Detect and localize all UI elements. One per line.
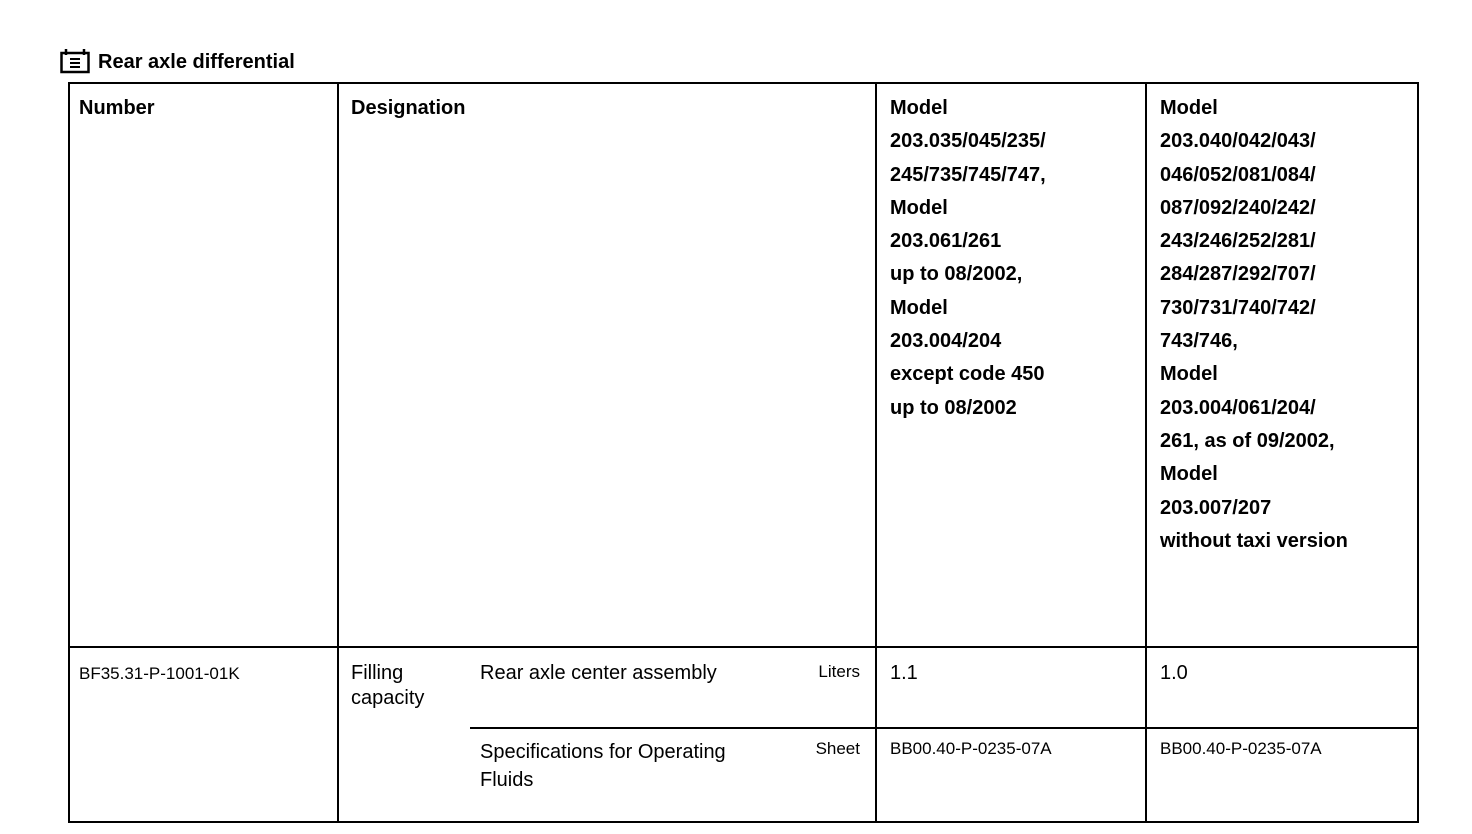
sub-row-divider [470, 727, 1419, 729]
header-row-divider [68, 646, 1419, 648]
item-designation-1: Rear axle center assembly [480, 662, 717, 684]
table-border-top [68, 82, 1419, 84]
column-divider-1 [337, 82, 339, 823]
item-model-b-value-2: BB00.40-P-0235-07A [1160, 739, 1322, 758]
section-title: Rear axle differential [98, 51, 295, 73]
row-group-label: Filling capacity [351, 662, 425, 709]
header-designation: Designation [351, 97, 466, 119]
document-list-icon [60, 48, 90, 74]
table-border-left [68, 82, 70, 823]
item-designation-2: Specifications for Operating Fluids [480, 741, 726, 791]
header-number: Number [79, 97, 155, 119]
item-unit-1: Liters [818, 662, 860, 681]
item-unit-2: Sheet [815, 739, 860, 758]
section-heading [60, 44, 295, 74]
table-border-bottom [68, 821, 1419, 823]
header-model-b: Model 203.040/042/043/ 046/052/081/084/ 087/092/240/242/ 243/246/252/281/ 284/287/292/707/ 730/731/740/742/ 743/746, Model 203.004/061/204/ 261, as of 09/2002, Model 203.007/207 without taxi version [1160, 97, 1348, 552]
column-divider-2 [875, 82, 877, 823]
row-number: BF35.31-P-1001-01K [79, 664, 240, 683]
column-divider-3 [1145, 82, 1147, 823]
table-border-right [1417, 82, 1419, 823]
item-model-a-value-1: 1.1 [890, 662, 918, 684]
item-model-b-value-1: 1.0 [1160, 662, 1188, 684]
item-model-a-value-2: BB00.40-P-0235-07A [890, 739, 1052, 758]
header-model-a: Model 203.035/045/235/ 245/735/745/747, Model 203.061/261 up to 08/2002, Model 203.004/204 except code 450 up to 08/2002 [890, 97, 1046, 419]
